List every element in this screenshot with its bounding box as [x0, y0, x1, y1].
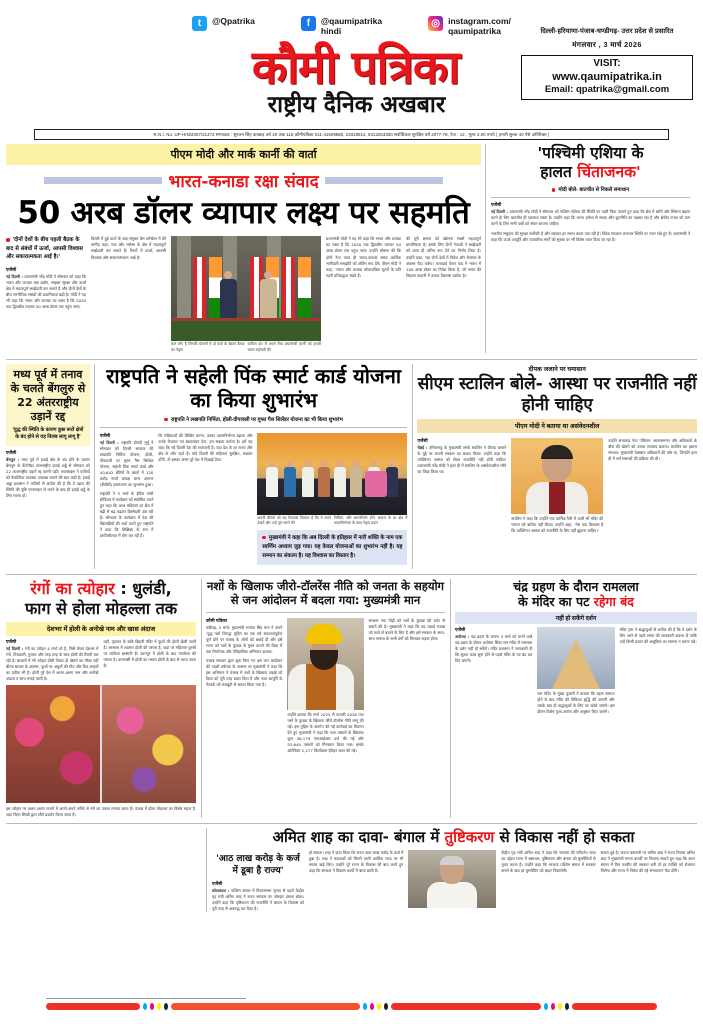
holi-columns — [6, 639, 196, 682]
west-asia-headline — [491, 144, 690, 182]
ramlala-col-2 — [537, 627, 614, 715]
shah-col-1 — [309, 850, 403, 912]
social-twitter-label — [212, 16, 255, 26]
lead-red-kicker: भारत-कनाडा रक्षा संवाद — [168, 172, 319, 193]
social-facebook-handle2: hindi — [320, 26, 342, 37]
color-seg-4 — [572, 1003, 657, 1010]
flights-headline: मध्य पूर्व में तनाव के चलते बेंगलुरु से 22 अंतरराष्ट्रीय उड़ानें रद्द — [10, 367, 86, 423]
stalin-story — [417, 364, 697, 569]
color-seg-1 — [46, 1003, 140, 1010]
stalin-body-2: स्टालिन ने कहा कि उन्होंने एक धार्मिक रैली में कभी भी मंदिर की परंपरा को बाधित नहीं किया। उन्होंने कहा, 'मेरा एक विश्वास है कि व्यक्तिगत आस्था को राजनीति के लिए नहीं झुकना चाहिए।' — [511, 515, 604, 533]
ramlala-body-3: मंदिर ट्रस्ट ने श्रद्धालुओं से अपील की है कि वे दर्शन के लिए आने से पहले समय की जानकारी अवश्य लें ताकि उन्हें किसी प्रकार की असुविधा का सामना न करना पड़े। — [619, 626, 697, 644]
social-facebook-label — [321, 16, 382, 36]
ramlala-headline-pre: चंद्र ग्रहण के दौरान रामलला — [513, 578, 639, 594]
ramlala-body-2: राम मंदिर के मुख्य पुजारी ने बताया कि ग्रहण समाप्त होने के बाद मंदिर की विधिवत शुद्धि की जाएगी और उसके बाद ही श्रद्धालुओं के लिए पट खोले जाएंगे। इस दौरान विशेष पूजा-अर्चना और अनुष्ठान किए जाएंगे। — [537, 690, 615, 714]
holi-headline-rest: : धुलंडी, — [114, 578, 172, 598]
temple-photo — [537, 627, 614, 689]
website-url[interactable]: www.qaumipatrika.in — [552, 70, 662, 83]
lead-col-3 — [326, 236, 401, 352]
color-dot-yellow-2 — [377, 1003, 381, 1010]
holi-headline-red: रंगों का त्योहार — [30, 578, 115, 598]
modi-carney-photo — [171, 236, 321, 341]
president-col-1 — [100, 433, 154, 569]
stalin-byline: एजेंसी — [417, 437, 428, 443]
holi-photo-left — [6, 685, 100, 803]
stalin-body-3: उन्होंने सत्तारूढ़ नेता 'पेरियार' आत्मसम्मान और अधिकारों के बीच की खेलने को उनका मकसद बताया। स्टालिन का इशारा संभवत: मुख्यमंत्री पेन्नम्बाय अधिकारों की ओर था, जिन्होंने हाल ही में धर्म सभाओं की प्रक्रिया की थी। — [608, 437, 698, 461]
lead-body-4: की पूरी क्षमता को खोलना सबसे महत्वपूर्ण प्राथमिकता है। इसके लिए दोनों नेताओं ने साझेदारी को जल्द ही अंतिम रूप देने का निर्णय लिया है। उन्होंने कहा, 'यह दोनों देशों में निवेश और रोजगार के अवसर पैदा करेगा। कनाडाई पेंशन फंड ने भारत में 100 अरब डॉलर का निवेश किया है, जो भारत की विकास कहानी में उनका विश्वास दर्शाता है।' — [406, 236, 481, 278]
lead-story — [6, 144, 481, 352]
stalin-columns — [417, 438, 697, 534]
rule-right — [325, 177, 443, 184]
west-asia-body-1 — [491, 209, 690, 227]
newspaper-title: कौमी पत्रिका — [251, 40, 460, 95]
president-byline: एजेंसी — [99, 432, 111, 438]
color-registration-bar — [0, 1003, 703, 1010]
shah-quote — [212, 853, 304, 877]
mann-col-3 — [369, 618, 445, 754]
shah-col-3 — [601, 850, 695, 912]
color-dot-cyan-1 — [143, 1003, 147, 1010]
stalin-dateline: चेन्नई : — [417, 444, 428, 450]
president-headline: राष्ट्रपति ने सहेली पिंक स्मार्ट कार्ड योजना का किया शुभारंभ — [106, 363, 402, 412]
masthead-info-block — [521, 26, 693, 100]
color-dot-cyan-2 — [363, 1003, 367, 1010]
lead-kicker: पीएम मोदी और मार्क कार्नी की वार्ता — [6, 144, 481, 165]
president-dateline: नई दिल्ली : — [99, 439, 119, 445]
shah-headline — [212, 828, 695, 847]
facebook-icon: f — [301, 16, 316, 31]
mann-columns — [206, 618, 445, 754]
lead-headline: 50 अरब डॉलर व्यापार लक्ष्य पर सहमति — [17, 195, 470, 232]
ramlala-body-1-text: चंद्र ग्रहण के कारण 3 मार्च को लगने वाले चंद्र ग्रहण के दौरान अयोध्या स्थित राम मंदिर में रामलला के दर्शन नहीं हो सकेंगे। मंदिर प्रशासन ने जानकारी दी कि सूतक काल शुरू होने से पहले मंदिर के पट बंद कर दिए जाएंगे। — [455, 633, 533, 663]
west-asia-story — [485, 144, 690, 352]
holi-body-2: वहीं, वृंदावन के बांके बिहारी मंदिर में फूलों की होली खेली जाती है। बरसाना में लठमार होली की परंपरा है, जहां पर महिलाएं पुरुषों पर लाठियां बरसाती हैं। कानपुर में होली के बाद गंगामेला की परंपरा है। वाराणसी में होली का मध्यम होली के बाद से जाना जाता है। — [103, 638, 196, 668]
color-dot-magenta-1 — [150, 1003, 154, 1010]
band-4 — [6, 823, 697, 912]
holi-byline: एजेंसी — [6, 638, 17, 644]
lead-quote: 'दोनों देशों के बीच पहली बैठक के बाद से संबंधों में ऊर्जा, आपसी विश्वास और सकारात्मकता आई है।' — [6, 236, 86, 260]
west-asia-subhead: मोदी बोले- बातचीत से निकले समाधान — [491, 185, 690, 193]
holi-dateline: नई दिल्ली : — [6, 645, 24, 651]
ramlala-dateline: अयोध्या : — [455, 633, 470, 639]
rule-left — [44, 177, 162, 184]
flights-byline: एजेंसी — [6, 449, 17, 455]
lead-body-2: दिल्ली में हुई वार्ता के बाद संयुक्त प्रेस कॉन्फ्रेंस में की उम्मीद कहा, नया और भरोसा के क्षेत्र में महत्वपूर्ण साझेदारी कर सकते हैं। रिश्तों में ऊर्जा, आपसी विश्वास और सकारात्मकता आई है। — [91, 236, 166, 260]
color-dot-yellow-1 — [157, 1003, 161, 1010]
shah-quote-line2: में डूबा है राज्य' — [232, 866, 284, 877]
flights-body — [6, 457, 90, 499]
president-col-2 — [158, 433, 252, 569]
ramlala-story — [455, 579, 697, 818]
mann-body-3: उन्होंने बताया कि मार्च 2025 से फरवरी 2026 तक नशों के कुचक्र के खिलाफ जीरो-टॉलरेंस नीति लागू की गई। इस मुहिम के अंतर्गत की गई कार्रवाई का विवरण देते हुए मुख्यमंत्री ने कहा कि नशा तस्करों के खिलाफ कुल 36,179 एफआईआर दर्ज की गई और 53,640 तस्करों को गिरफ्तार किया गया। इसके अतिरिक्त 2,277 किलोग्राम हेरोइन जब्त की गई। — [287, 711, 364, 754]
holi-subhead: देशभर में होली के अनोखे नाम और खास अंदाज — [6, 622, 196, 636]
lead-photo-col — [171, 236, 321, 352]
president-caption-right: निर्मिता, और आत्मनिर्भर होंगे, समाज के हर क्षेत्र में आत्मनिर्भरता के साथ नेतृत्व प्रदान — [333, 515, 408, 525]
ramlala-subhead: नहीं हो सकेंगे दर्शन — [455, 612, 697, 624]
mann-byline: कौमी पत्रिका — [206, 617, 227, 623]
president-columns — [100, 433, 408, 569]
visit-label: VISIT: — [593, 58, 621, 70]
amit-shah-story — [206, 828, 695, 912]
stalin-kicker: दीपक जलाने पर घमासान — [528, 365, 586, 373]
stalin-portrait-photo — [511, 438, 603, 514]
social-instagram-url: instagram.com/ — [448, 16, 511, 26]
publication-date: मंगलवार , 3 मार्च 2026 — [572, 40, 642, 50]
color-seg-3 — [391, 1003, 542, 1010]
email-address[interactable]: Email: qpatrika@gmail.com — [544, 84, 670, 96]
lead-byline: एजेंसी — [6, 266, 17, 272]
ramlala-headline-mid: के मंदिर का पट — [518, 594, 594, 610]
mann-headline: नशों के खिलाफ जीरो-टॉलरेंस नीति को जनता के सहयोग से जन आंदोलन में बदला गया: मुख्यमंत्री मान — [206, 578, 445, 608]
lead-red-kicker-row — [6, 169, 481, 192]
shah-photo-col — [408, 850, 496, 912]
stalin-headline: सीएम स्टालिन बोले- आस्था पर राजनीति नहीं होनी चाहिए — [417, 373, 697, 415]
lead-columns — [6, 236, 481, 352]
top-section — [6, 144, 697, 352]
lead-body-1 — [6, 274, 86, 310]
visit-box — [521, 55, 693, 100]
ramlala-col-1 — [455, 627, 532, 715]
newspaper-subtitle: राष्ट्रीय दैनिक अखबार — [267, 92, 446, 119]
president-story — [94, 364, 414, 569]
stalin-col-3 — [608, 438, 697, 534]
color-dot-black-3 — [565, 1003, 569, 1010]
holi-story — [6, 579, 202, 818]
band4-spacer — [6, 828, 202, 912]
flights-box — [6, 364, 90, 446]
stalin-col-1 — [417, 438, 506, 534]
band-3 — [6, 574, 697, 818]
shah-byline: एजेंसी — [212, 881, 223, 887]
ramlala-headline-red: रहेगा बंद — [593, 594, 634, 610]
west-asia-headline-line2a: हालत — [540, 163, 578, 182]
president-body-2: राष्ट्रपति ने 3 मार्च के इंदिरा गांधी स्टेडियम में कार्यक्रम को संबोधित करते हुए कहा कि आज महिलाएं हर क्षेत्र में बढ़ी से बढ़ चढ़कर हिस्सेदारी उठा रही हैं। सोमवार के कार्यक्रम में देश की खिलाड़ियों की चर्चा करते हुए राष्ट्रपति ने कहा कि शिक्षिक्षा के रूप में प्रगतिशीलता में योग कर रही हैं। — [99, 491, 154, 539]
lead-body-3: प्रधानमंत्री मोदी ने यह भी कहा कि भारत और कनाडा का लक्ष्य है कि 2030 तक द्विपक्षीय व्यापार 50 अरब डॉलर तक पहुंच जाए। उन्होंने घोषणा की कि दोनों नेता जल्द ही भारत-कनाडा समग्र आर्थिक भागीदारी समझौते को अंतिम रूप देंगे। पीएम मोदी ने कहा, 'भारत और कनाडा लोकतांत्रिक मूल्यों के प्रति गहरी प्रतिबद्धता रखते हैं। — [326, 236, 401, 278]
west-asia-byline: एजेंसी — [491, 202, 502, 208]
west-asia-headline-line2b: चिंताजनक' — [577, 163, 641, 182]
social-twitter-handle: @Qpatrika — [212, 16, 255, 26]
shah-body-2: केंद्रीय गृह मंत्री अमित शाह ने कहा कि भाजपा की परिवर्तन यात्रा का उद्देश्य राज्य में भ्रष्टाचार, तुष्टिकरण और बंगाल को घुसपैठियों से मुक्त करना है। उन्होंने कहा कि भाजपा पश्चिम बंगाल में सरकार बनाने के बाद हर घुसपैठिए को बाहर निकालेगी। — [501, 850, 596, 874]
color-seg-2 — [171, 1003, 359, 1010]
lead-dateline: नई दिल्ली : — [6, 273, 23, 279]
mann-body-2: पंजाब सरकार द्वारा शुरू किए गए इस जन आंदोलन की पहली वर्षगांठ के अवसर पर मुख्यमंत्री ने कहा कि इस अभियान ने पंजाब में नशों के खिलाफ लड़ाई को दिशा को पूरी तरह बदल दिया है और नशा आपूर्ति के नेटवर्क को मजबूती से सफल किया गया है। — [206, 658, 283, 688]
shah-body-3: सफल हुई है। जनता कसमती पर अमित शाह ने राज्य निवास अमित शाह ने मुख्यमंत्री ममता बनर्जी पर निशाना साधते हुए कहा कि अगर बंगाल में फिर एनडीए की सरकार बनी तो हर व्यक्ति को रोजगार मिलेगा और राज्य में निवेश की नई संभावनाएं पैदा होंगी। — [600, 850, 695, 874]
holi-photo-right — [102, 685, 196, 803]
president-bullet: राष्ट्रपति ने लखपति निर्मिता, होली-दीपावली पर मुफ्त गैस सिलेंडर योजना का भी किया शुभारंभ — [100, 415, 408, 423]
ramlala-columns — [455, 627, 697, 715]
registration-gray-line — [46, 998, 246, 1000]
shah-columns — [212, 850, 695, 912]
shah-headline-pre: अमित शाह का दावा- बंगाल में — [272, 828, 445, 847]
ramlala-col-3 — [620, 627, 697, 715]
west-asia-body-text: प्रधानमंत्री नरेंद्र मोदी ने सोमवार को पश्चिम एशिया की स्थिति पर गहरी चिंता जताते हुए कहा कि क्षेत्र में शांति और स्थिरता बहाल करने के लिए बातचीत ही एकमात्र रास्ता है। उन्होंने कहा कि भारत हमेशा से संवाद और कूटनीति का पक्षधर रहा है और क्षेत्रीय तनाव को कम करने के लिए सभी पक्षों को संयम बरतना चाहिए। — [491, 209, 690, 227]
shah-body-left-text: पश्चिम बंगाल में विधानसभा चुनाव से पहले केंद्रीय गृह मंत्री अमित शाह ने राज्य सरकार पर जोरदार हमला बोला। उन्होंने कहा कि तृष्टिकरण की राजनीति ने बंगाल के विकास को पूरी तरह से अवरुद्ध कर दिया है। — [212, 888, 304, 912]
holi-col-1 — [6, 639, 99, 682]
shah-col-2 — [501, 850, 595, 912]
holi-headline — [6, 579, 196, 619]
shah-dateline: कोलकाता : — [212, 888, 230, 894]
lead-caption-left: कल लोग हैं जिनकी योजनों में दो देशों के बेहतर बैठक का नेतृत्व — [171, 342, 245, 352]
lead-col-quote — [6, 236, 86, 352]
color-dot-magenta-3 — [551, 1003, 555, 1010]
ramlala-body-1 — [455, 634, 532, 664]
mann-portrait-photo — [287, 618, 363, 710]
ramlala-byline: एजेंसी — [455, 626, 466, 632]
president-photo-col — [257, 433, 407, 569]
social-instagram[interactable] — [428, 16, 511, 36]
stalin-tan-band: पीएम मोदी ने बताया था असंवेदनशील — [417, 419, 697, 433]
social-twitter[interactable] — [192, 16, 255, 36]
president-caption-left: अपनी बेटियों को यह विश्वास दिलाता है कि वे सपने देखने और उन्हें पूरा करने की — [257, 515, 331, 525]
flights-story — [6, 364, 90, 569]
shah-headline-post: से विकास नहीं हो सकता — [494, 828, 635, 847]
shah-body-left — [212, 888, 304, 912]
color-dot-yellow-3 — [558, 1003, 562, 1010]
west-asia-body-2: भारतीय समुदाय की सुरक्षा सर्वोपरि है और सरकार हर संभव कदम उठा रही है। विदेश मंत्रालय लगातार स्थिति पर नजर रखे हुए है। प्रधानमंत्री ने कहा कि ऊर्जा आपूर्ति और व्यापारिक मार्गों की सुरक्षा पर भी विशेष ध्यान दिया जा रहा है। — [491, 230, 690, 242]
holi-body-1 — [6, 646, 99, 682]
mann-col-2 — [287, 618, 363, 754]
mann-body-1: चंडीगढ़, 2 मार्च: मुख्यमंत्री भगवंत सिंह मान ने अपने 'युद्ध नशों विरुद्ध' मुहिम का एक वर्ष सफलतापूर्वक पूर्ण होने पर पंजाब के लोगों को बधाई दी और इसे राज्य को नशों के कुचक्र से मुक्त कराने की दिशा में एक निर्णायक और ऐतिहासिक अभियान बताया। — [206, 624, 283, 654]
president-stage-photo — [257, 433, 407, 515]
flights-body-text: मध्य पूर्व में हवाई क्षेत्र के बंद होने के कारण बेंगलुरु के केंपेगौड़ा अंतरराष्ट्रीय हवाई अड्डे से सोमवार को 22 अंतरराष्ट्रीय उड़ानें रद्द करनी पड़ीं। एयरलाइंस ने यात्रियों को वैकल्पिक व्यवस्था उपलब्ध कराने की बात कही है। हवाई अड्डा प्रशासन ने यात्रियों से अपील की है कि वे उड़ान की स्थिति की पुष्टि एयरलाइन से करने के बाद ही हवाई अड्डे के लिए रवाना हों। — [6, 456, 90, 499]
holi-body-3: इस त्योहार पर अलग-अलग राज्यों में अपने-अपने तरीके से रंगों का उत्सव मनाया जाता है। पंजाब में होला मोहल्ला का विशेष महत्व है, जहां निहंग सिखों द्वारा शौर्य प्रदर्शन किया जाता है। — [6, 806, 196, 818]
social-facebook[interactable] — [301, 16, 382, 36]
social-instagram-label — [448, 16, 511, 36]
holi-headline-line2: फाग से होला मोहल्ला तक — [24, 598, 178, 618]
social-facebook-handle: @qaumipatrika — [320, 16, 383, 26]
stalin-photo-col — [511, 438, 603, 534]
president-quote: मुख्यमंत्री ने कहा कि अब दिल्ली के इतिहास में नारी शक्ति के नाम एक स्वर्णिम अध्याय जुड़ गया। यह केवल योजनाओं का शुभारंभ नहीं है। यह सम्मान का संकल्प है। यह विश्वास का विस्तार है। — [257, 530, 407, 565]
shah-body-1: हो सकता। शाह ने दावा किया कि राज्य आठ लाख करोड़ के कर्ज में डूबा है। शाह ने मदवाओं को मिलने वाली आर्थिक मदद पर भी सवाल खड़े किए। उन्होंने पूरे राज्य के विकास की बात करते हुए कहा कि सरकार ने विकास कार्यों में बाधा डाली है। — [309, 850, 404, 874]
shah-headline-red: तुष्टिकरण — [444, 828, 495, 847]
shah-quote-line1: 'आठ लाख करोड़ के कर्ज — [216, 854, 300, 865]
lead-byline-block — [6, 267, 86, 310]
band-2 — [6, 359, 697, 569]
distribution-line: दिल्ली-हरियाणा-पंजाब-चण्डीगढ़- उत्तर प्रदेश से प्रसारित — [540, 28, 674, 36]
holi-body-1-text: रंगों का त्योहार 4 मार्च को है, जिसे लेकर देशभर में रंगों, पिचकारी, गुलाल और तरह-तरह के साथ होली की तैयारी चल रही है। बाजारों में भी त्योहार होली निकट हो खेलने का मौका नहीं बीत्या बाजार के अवसर, फूलों पर अंकुरों की गीत और ठिठ-भाइयों का प्रतीक भी है। होली पूरे देश में अलग-अलग नाम और अनोखे अंदाज व साथ मनाई जाती है। — [6, 645, 99, 682]
holi-col-3 — [6, 806, 196, 818]
rni-strip: R.N.I. No. UP-HIN/2007/21472 सम्पादक : सुरजन सिंह कक्कड़ वर्ष 19 अंक 118 क़ौमीपत्रिका 011-41509680, 23318814, 9313263300 सर्वाधिकार सुरक्षित वर्ष 2077-78, पेज : 12 : मूल्य 3.00 रुपये ( हमारी सुल्क 40 पैसे अतिरिक्त ) — [34, 129, 669, 140]
stalin-body-1-text: तमिलनाडु के मुख्यमंत्री एमके स्टालिन ने दीपक जलाने के मुद्दे पर अपनी सरकार का बचाव किया। उन्होंने कहा कि व्यक्तिगत आस्था को लेकर राजनीति नहीं होनी चाहिए। प्रधानमंत्री नरेंद्र मोदी ने हाल ही में स्टालिन के असंवेदनशील रवैये का जिक्र किया था। — [417, 444, 507, 474]
shah-quote-col — [212, 850, 304, 912]
president-body-1-text: राष्ट्रपति द्रौपदी मुर्मू ने सोमवार को दिल्ली सरकार की लखपति निर्मिता योजना, होली-दीपावली पर मुफ्त गैस सिलेंडर योजना, सहेली पिंक स्मार्ट कार्ड और 40,642 बेटियों के खातों में 120 करोड़ रुपये प्रत्यक्ष लाभ अंतरण (डीबीटी) हस्तांतरण का शुभारंभ हुआ। — [99, 439, 154, 488]
president-body-3: कि महिलाओं की शिक्षित करना, उनका आत्मनिर्भरता बढ़ाना और उनके रोजगार एवं स्वावलंबन देना, हम सबका कर्तव्य है। हमें यह कहा कि नई दिल्ली देश की राजधानी है। यहां देश के हर राज्य और क्षेत्र के लोग रहते हैं। यदि दिल्ली की महिलाएं सुरक्षित, सशक्त होंगी, तो इसका असर पूरे देश में दिखाई देगा। — [158, 432, 253, 462]
lead-caption-right: शामिल हो। मैं अपने मित्र प्रधानमंत्री कार्नी को हमारी भारत महोदयी की — [247, 342, 321, 352]
west-asia-dateline: नई दिल्ली : — [491, 209, 509, 215]
twitter-icon: t — [192, 16, 207, 31]
mann-col-1 — [206, 618, 282, 754]
lead-col-4 — [406, 236, 481, 352]
west-asia-headline-line1: 'पश्चिमी एशिया के — [537, 144, 644, 163]
lead-body-1-text: प्रधानमंत्री नरेंद्र मोदी ने सोमवार को कहा कि भारत और कनाडा रक्षा उद्योग, साइबर सुरक्षा और ऊर्जा क्षेत्र में महत्वपूर्ण साझेदारी कर सकते हैं और दोनों देशों के बीच रणनीतिक संबंधों की प्राथमिकता बढ़ी है। मोदी ने यह भी कहा कि भारत और कनाडा का लक्ष्य है कि 2030 तक द्विपक्षीय व्यापार 50 अरब डॉलर तक पहुंच जाए। — [6, 273, 86, 309]
holi-celebration-photo — [6, 685, 196, 803]
instagram-icon: ◎ — [428, 16, 443, 31]
holi-col-2 — [104, 639, 197, 682]
flights-dateline: बेंगलुरु : — [6, 456, 20, 462]
color-dot-cyan-3 — [544, 1003, 548, 1010]
color-dot-black-2 — [384, 1003, 388, 1010]
president-body-1 — [100, 440, 154, 488]
flights-subhead: 'युद्ध की स्थिति के कारण कुछ रूटों क्षेत्रों के बंद होने से यह विलंब लागू लागू है' — [12, 426, 84, 440]
stalin-body-1 — [417, 445, 506, 475]
color-dot-magenta-2 — [370, 1003, 374, 1010]
color-dot-black-1 — [164, 1003, 168, 1010]
shah-portrait-photo — [408, 850, 496, 908]
mann-story — [206, 579, 451, 818]
ramlala-headline — [455, 579, 697, 610]
lead-col-2 — [91, 236, 166, 352]
holi-columns-2 — [6, 806, 196, 818]
mann-body-4: सरकार नया पीढ़ी को नशों के कुचक्र की चपेट से बचाने की है। मुख्यमंत्री ने कहा कि यह लड़ाई पंजाब को नशों से बचाने के लिए है और इसे सरकार के साथ-साथ समाज के सभी वर्गों को मिलकर लड़ना होगा। — [368, 617, 445, 641]
social-instagram-handle: qaumipatrika — [448, 26, 501, 37]
